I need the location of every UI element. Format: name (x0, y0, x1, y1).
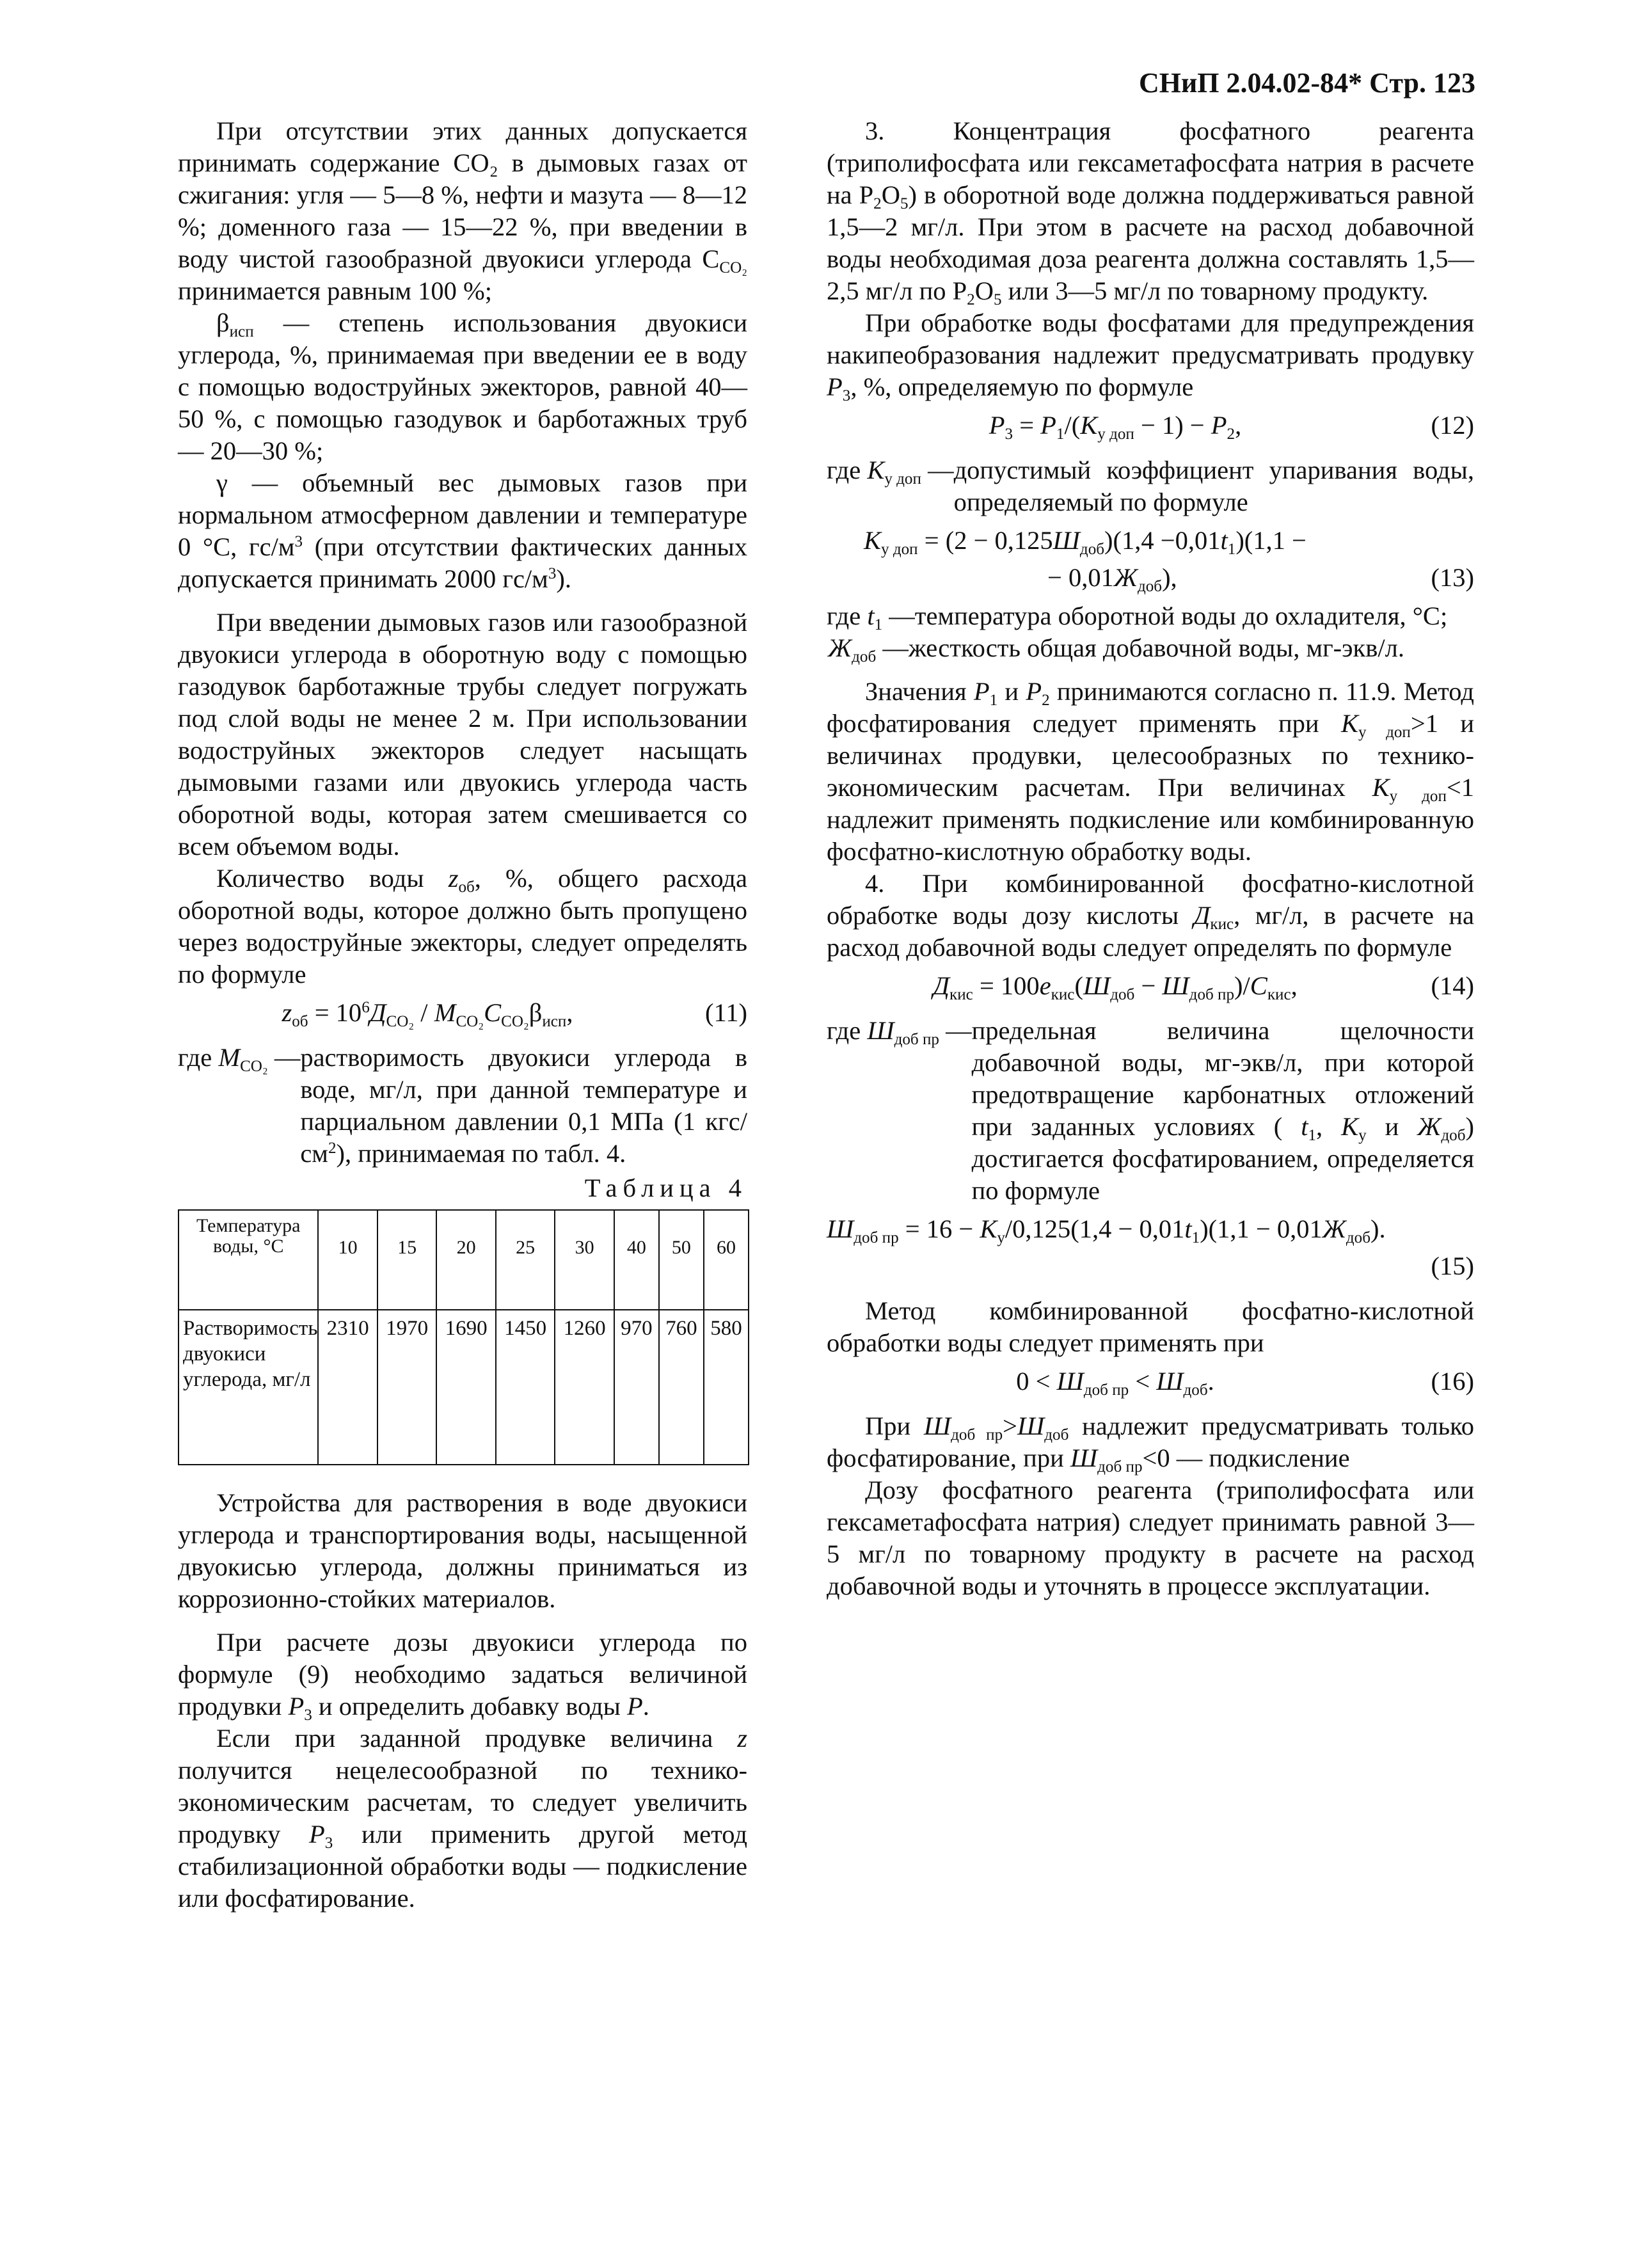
left-column (178, 115, 747, 1914)
table-row (179, 1210, 749, 1310)
definition-beta: $\beta_{исп}$ — степень использования двуокиси углерода, %, принимаемая при введении ее в воду с помощью водоструйных эжекторов, равной 40—50 %, с помощью газодувок и барботажных труб — 20—30 %; (178, 308, 747, 465)
table-4 (178, 1209, 749, 1465)
definition-k-dop: где $K_{у доп}$ — допустимый коэффициент упаривания воды, определяемый по формуле (827, 456, 1474, 516)
right-column (827, 115, 1474, 1602)
table-cell: 15 (377, 1210, 436, 1310)
table-header-cell: Температура воды, °С (179, 1210, 318, 1310)
formula-number: (12) (1431, 411, 1474, 440)
formula-number: (11) (705, 998, 747, 1027)
table-cell: 760 (659, 1310, 704, 1465)
formula-number: (14) (1431, 971, 1474, 1000)
definition-zh-dob: $Ж_{доб}$ — жесткость общая добавочной воды, мг-экв/л. (828, 633, 1404, 666)
paragraph-gas-injection: При введении дымовых газов или газообразной двуокиси углерода в оборотную воду с помощью газодувок барботажные трубы следует погружать под слой воды не менее 2 м. При использовании водоструйных эжекторов следует насыщать дымовыми газами или двуокись углерода часть оборотной воды, которая затем смешивается со всем объемом воды. (178, 608, 747, 861)
table-cell: 970 (614, 1310, 659, 1465)
table-row (179, 1310, 749, 1465)
paragraph-co2-content: При отсутствии этих данных допускается принимать содержание CO₂ в дымовых газах от сжигания: угля — 5—8 %, нефти и мазута — 8—12 %; доменного газа — 15—22 %, при введении в воду чистой газообразной двуокиси углерода $C_{CO_2}$ принимается равным 100 %; (178, 116, 747, 305)
definition-m-co2: где $M_{CO_2}$ — растворимость двуокиси углерода в воде, мг/л, при данной температуре и парциальном давлении 0,1 МПа (1 кгс/$см^2$), принимаемая по табл. 4. (178, 1043, 747, 1168)
table-cell: 20 (436, 1210, 495, 1310)
paragraph-method-condition: Метод комбинированной фосфатно-кислотной обработки воды следует применять при (827, 1296, 1474, 1357)
table-cell: 1450 (496, 1310, 555, 1465)
formula-number: (13) (1431, 563, 1474, 592)
table-cell: 1970 (377, 1310, 436, 1465)
paragraph-blowdown: При обработке воды фосфатами для предупреждения накипеобразования надлежит предусматривать продувку $P_3$, %, определяемую по формуле (827, 308, 1474, 405)
table-cell: 50 (659, 1210, 704, 1310)
formula-16: $0 < Ш_{доб пр} < Ш_{доб}$. (16) (1016, 1367, 1474, 1399)
paragraph-alternatives: Если при заданной продувке величина z получится нецелесообразной по технико-экономическим расчетам, то следует увеличить продувку $P_3$ или применить другой метод стабилизационной обработки воды — подкисление или фосфатирование. (178, 1724, 747, 1913)
paragraph-devices: Устройства для растворения в воде двуокиси углерода и транспортирования воды, насыщенной двуокисью углерода, должны приниматься из коррозионно-стойких материалов. (178, 1488, 747, 1613)
table-caption: Таблица 4 (584, 1174, 747, 1202)
definition-gamma: γ — объемный вес дымовых газов при нормальном атмосферном давлении и температуре 0 °С, $гс/м^3$ (при отсутствии фактических данных допускается принимать 2000 $гс/м^3$). (178, 468, 748, 593)
table-cell: 25 (496, 1210, 555, 1310)
page-header: СНиП 2.04.02-84* Стр. 123 (1138, 67, 1475, 99)
formula-15: $Ш_{доб пр} = 16 - K_у/0,125(1,4 - 0,01t_1)(1,1 - 0,01Ж_{доб})$. (15) (827, 1213, 1474, 1289)
formula-12: $P_3 = P_1/(K_{у доп} - 1) - P_2$, (12) (989, 411, 1474, 443)
table-header-cell: Растворимость двуокиси углерода, мг/л (179, 1310, 318, 1465)
formula-14: $Д_{кис} = 100e_{кис}(Ш_{доб} - Ш_{доб пр})/C_{кис}$, (14) (933, 971, 1474, 1004)
paragraph-combined-treatment: 4. При комбинированной фосфатно-кислотной обработке воды дозу кислоты $Д_{кис}$, мг/л, в расчете на расход добавочной воды следует определять по формуле (827, 869, 1474, 962)
paragraph-water-quantity: Количество воды $z_{об}$, %, общего расхода оборотной воды, которое должно быть пропущено через водоструйные эжекторы, следует определять по формуле (178, 864, 748, 989)
table-cell: 580 (704, 1310, 749, 1465)
formula-number: (15) (1431, 1252, 1474, 1280)
table-cell: 1260 (555, 1310, 614, 1465)
table-cell: 40 (614, 1210, 659, 1310)
formula-number: (16) (1431, 1367, 1474, 1396)
paragraph-reagent-dose: Дозу фосфатного реагента (триполифосфата или гексаметафосфата натрия) следует принимать равной 3—5 мг/л по товарному продукту в расчете на расход добавочной воды и уточнять в процессе эксплуатации. (827, 1476, 1474, 1600)
table-cell: 10 (318, 1210, 377, 1310)
definition-sh-dob-pr: где $Ш_{доб пр}$ — предельная величина щелочности добавочной воды, мг-экв/л, при которой предотвращение карбонатных отложений при заданных условиях ( $t_1$, $K_у$ и $Ж_{доб}$) достигается фосфатированием, определяется по формуле (827, 1016, 1475, 1205)
formula-11: $z_{об} = 10^6Д_{CO_2} / M_{CO_2}C_{CO_2}\beta_{исп}$, (11) (282, 998, 747, 1031)
paragraph-phosphate-concentration: 3. Концентрация фосфатного реагента (триполифосфата или гексаметафосфата натрия в расчете на $P_2O_5$) в оборотной воде должна поддерживаться равной 1,5—2 мг/л. При этом в расчете на расход добавочной воды необходимая доза реагента должна составлять 1,5—2,5 мг/л по $P_2O_5$ или 3—5 мг/л по товарному продукту. (827, 116, 1474, 309)
table-cell: 60 (704, 1210, 749, 1310)
table-cell: 1690 (436, 1310, 495, 1465)
definition-t1: где $t_1$ — температура оборотной воды до охладителя, °С; (827, 601, 1448, 634)
paragraph-phosphating-only: При $Ш_{доб пр}>Ш_{доб}$ надлежит предусматривать только фосфатирование, при $Ш_{доб пр}<0$ — подкисление (827, 1412, 1475, 1476)
paragraph-dose-calc: При расчете дозы двуокиси углерода по формуле (9) необходимо задаться величиной продувки $P_3$ и определить добавку воды P. (178, 1628, 747, 1724)
paragraph-p1-p2-values: Значения $P_1$ и $P_2$ принимаются согласно п. 11.9. Метод фосфатирования следует применять при $K_{у доп}>1$ и величинах продувки, целесообразных по технико-экономическим расчетам. При величинах $K_{у доп}<1$ надлежит применять подкисление или комбинированную фосфатно-кислотную обработку воды. (827, 677, 1475, 866)
table-cell: 30 (555, 1210, 614, 1310)
table-cell: 2310 (318, 1310, 377, 1465)
formula-13: $K_{у доп} = (2 - 0,125Ш_{доб})(1,4 -0,01t_1)(1,1$ − − $0,01Ж_{доб}$), (13) (864, 526, 1474, 596)
